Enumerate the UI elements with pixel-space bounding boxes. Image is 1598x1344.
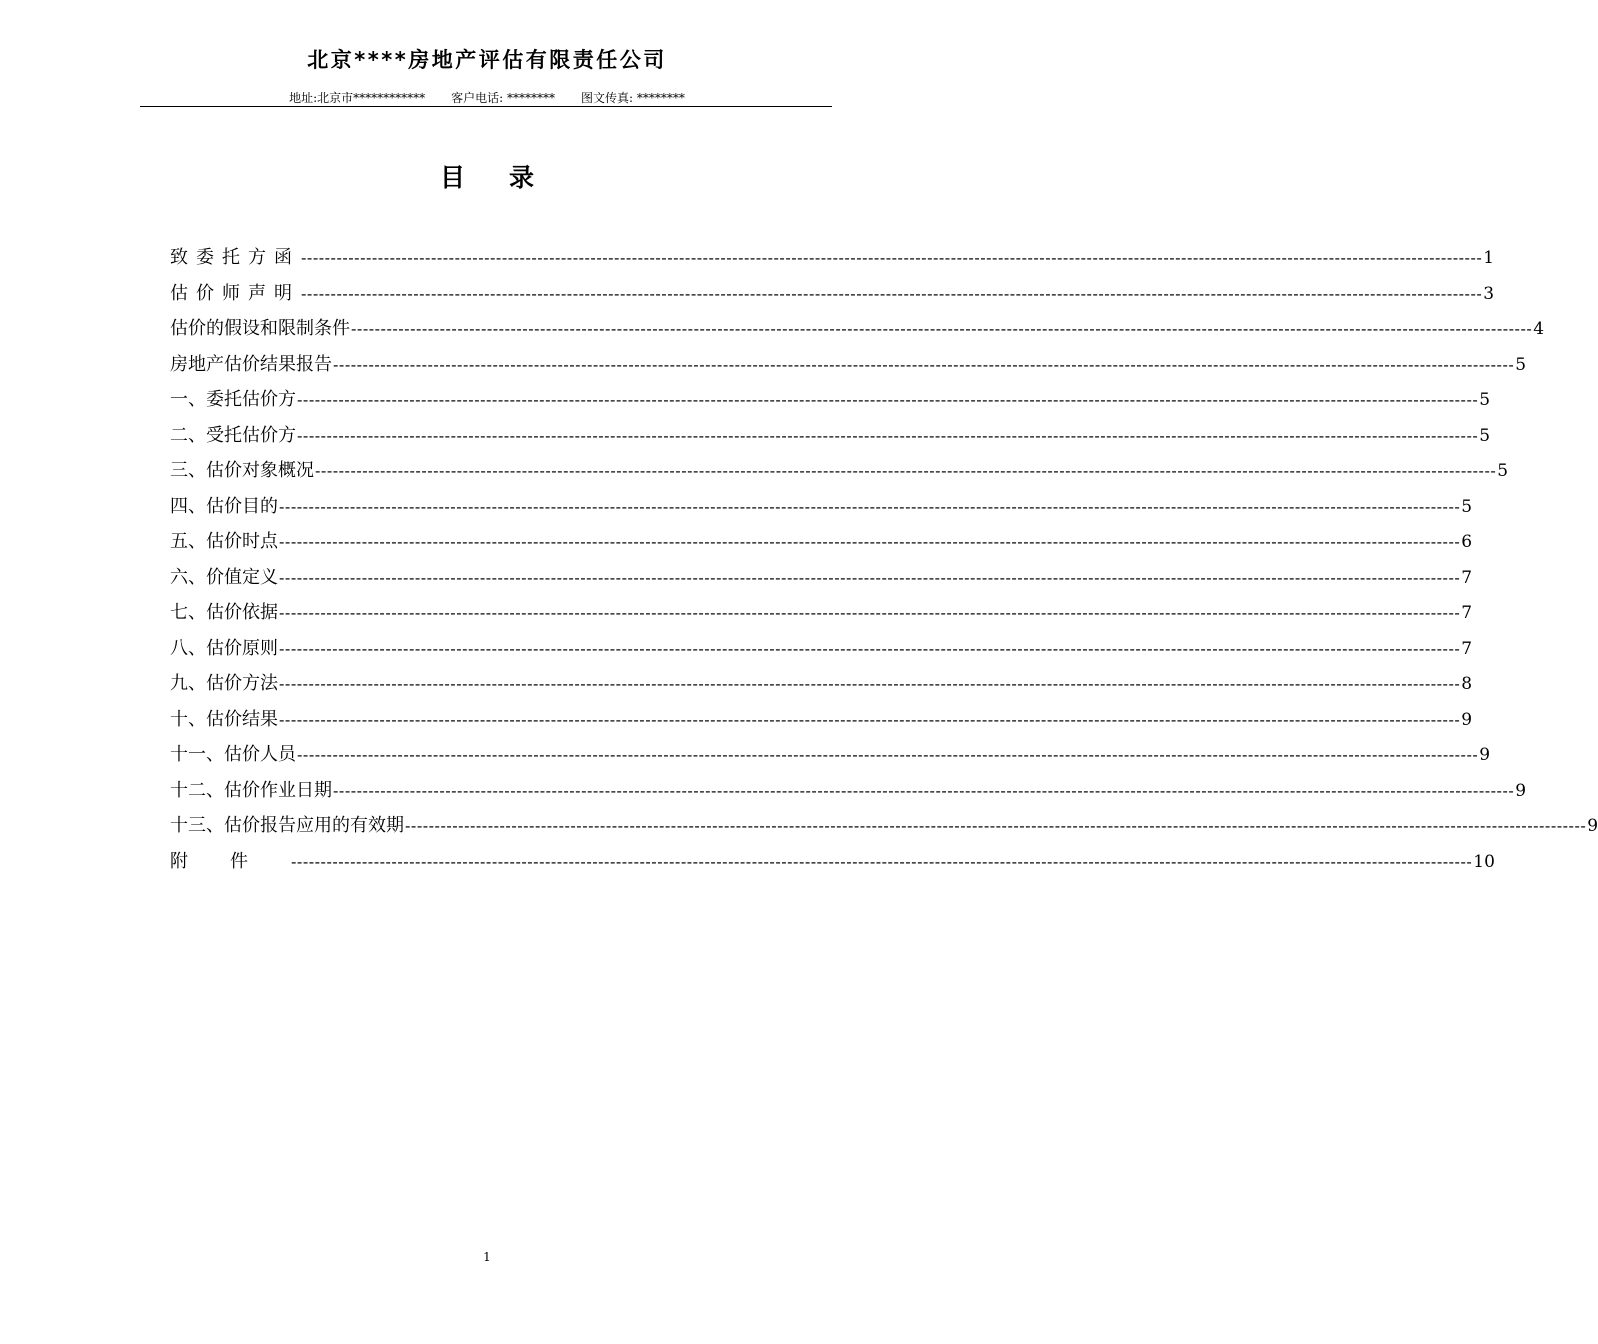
toc-entry-page: 7 <box>1461 638 1473 659</box>
toc-title: 目录 <box>439 163 578 192</box>
toc-entry-label: 十、估价结果 <box>170 708 278 730</box>
toc-entry[interactable] <box>170 311 1545 347</box>
toc-entry-page: 8 <box>1461 674 1473 694</box>
toc-dot-leader: -------------------------------------------------------------------------------------------------------------------------------------------------------------------------------------------------------- <box>333 780 1515 800</box>
toc-entry-page: 9 <box>1515 780 1527 801</box>
toc-entry-label: 三、估价对象概况 <box>170 460 314 481</box>
toc-entry-label: 房地产估价结果报告 <box>170 353 332 375</box>
toc-entry[interactable] <box>170 240 1495 276</box>
table-of-contents <box>170 240 1598 879</box>
toc-entry[interactable] <box>170 737 1491 773</box>
toc-dot-leader: -------------------------------------------------------------------------------------------------------------------------------------------------------------------------------------------------------- <box>333 354 1515 374</box>
toc-entry[interactable] <box>170 666 1473 702</box>
toc-entry-label: 四、估价目的 <box>170 495 278 517</box>
toc-entry[interactable] <box>170 808 1598 844</box>
toc-dot-leader: -------------------------------------------------------------------------------------------------------------------------------------------------------------------------------------------------------- <box>301 283 1483 303</box>
toc-dot-leader: -------------------------------------------------------------------------------------------------------------------------------------------------------------------------------------------------------- <box>279 532 1461 551</box>
page-number: 1 <box>483 1250 491 1264</box>
toc-entry-page: 5 <box>1461 496 1473 517</box>
toc-dot-leader: -------------------------------------------------------------------------------------------------------------------------------------------------------------------------------------------------------- <box>279 709 1461 729</box>
toc-entry[interactable] <box>170 489 1473 525</box>
toc-entry-page: 4 <box>1533 319 1545 339</box>
toc-dot-leader: -------------------------------------------------------------------------------------------------------------------------------------------------------------------------------------------------------- <box>315 461 1497 480</box>
toc-dot-leader: -------------------------------------------------------------------------------------------------------------------------------------------------------------------------------------------------------- <box>291 851 1473 871</box>
toc-dot-leader: -------------------------------------------------------------------------------------------------------------------------------------------------------------------------------------------------------- <box>297 425 1479 445</box>
toc-dot-leader: -------------------------------------------------------------------------------------------------------------------------------------------------------------------------------------------------------- <box>279 638 1461 658</box>
toc-entry[interactable] <box>170 631 1473 667</box>
toc-entry[interactable] <box>170 773 1527 809</box>
toc-entry[interactable] <box>170 560 1473 596</box>
toc-dot-leader: -------------------------------------------------------------------------------------------------------------------------------------------------------------------------------------------------------- <box>279 674 1461 693</box>
toc-dot-leader: -------------------------------------------------------------------------------------------------------------------------------------------------------------------------------------------------------- <box>279 603 1461 622</box>
company-name: 北京****房地产评估有限责任公司 <box>307 48 667 72</box>
toc-entry-page: 1 <box>1483 248 1495 268</box>
toc-entry-page: 10 <box>1473 851 1495 872</box>
toc-entry[interactable] <box>170 382 1491 418</box>
toc-entry-label: 十一、估价人员 <box>170 744 296 765</box>
toc-entry-page: 7 <box>1461 567 1473 588</box>
toc-entry[interactable] <box>170 702 1473 738</box>
toc-entry-page: 5 <box>1497 461 1509 481</box>
toc-entry-label: 六、价值定义 <box>170 566 278 588</box>
toc-entry[interactable] <box>170 418 1491 454</box>
toc-entry-label: 十三、估价报告应用的有效期 <box>170 815 404 836</box>
toc-entry-page: 6 <box>1461 532 1473 552</box>
toc-entry-label: 估价师声明 <box>170 282 300 304</box>
header-divider <box>140 106 832 107</box>
toc-dot-leader: -------------------------------------------------------------------------------------------------------------------------------------------------------------------------------------------------------- <box>351 319 1533 338</box>
toc-entry-label: 附件 <box>170 850 290 872</box>
contact-line <box>0 89 974 106</box>
toc-dot-leader: -------------------------------------------------------------------------------------------------------------------------------------------------------------------------------------------------------- <box>301 248 1483 267</box>
toc-dot-leader: -------------------------------------------------------------------------------------------------------------------------------------------------------------------------------------------------------- <box>405 816 1587 835</box>
toc-entry-label: 八、估价原则 <box>170 637 278 659</box>
toc-entry[interactable] <box>170 453 1509 489</box>
toc-entry-label: 估价的假设和限制条件 <box>170 318 350 339</box>
toc-entry[interactable] <box>170 524 1473 560</box>
toc-entry-label: 一、委托估价方 <box>170 389 296 410</box>
toc-entry[interactable] <box>170 347 1527 383</box>
toc-entry-page: 3 <box>1483 283 1495 304</box>
toc-dot-leader: -------------------------------------------------------------------------------------------------------------------------------------------------------------------------------------------------------- <box>297 745 1479 764</box>
fax-text: 图文传真: ******** <box>581 91 685 105</box>
toc-entry-page: 7 <box>1461 603 1473 623</box>
toc-entry-page: 9 <box>1587 816 1598 836</box>
toc-entry-page: 9 <box>1479 745 1491 765</box>
toc-entry-label: 七、估价依据 <box>170 602 278 623</box>
toc-entry-label: 九、估价方法 <box>170 673 278 694</box>
toc-entry[interactable] <box>170 844 1495 880</box>
toc-entry[interactable] <box>170 276 1495 312</box>
toc-entry-page: 5 <box>1479 390 1491 410</box>
phone-text: 客户电话: ******** <box>451 91 556 105</box>
toc-entry-page: 9 <box>1461 709 1473 730</box>
toc-entry-label: 五、估价时点 <box>170 531 278 552</box>
toc-dot-leader: -------------------------------------------------------------------------------------------------------------------------------------------------------------------------------------------------------- <box>279 567 1461 587</box>
toc-entry-page: 5 <box>1515 354 1527 375</box>
toc-entry-label: 致委托方函 <box>170 247 300 268</box>
toc-dot-leader: -------------------------------------------------------------------------------------------------------------------------------------------------------------------------------------------------------- <box>279 496 1461 516</box>
address-text: 地址:北京市************ <box>289 91 426 105</box>
toc-entry-page: 5 <box>1479 425 1491 446</box>
toc-entry-label: 二、受托估价方 <box>170 424 296 446</box>
toc-entry[interactable] <box>170 595 1473 631</box>
toc-dot-leader: -------------------------------------------------------------------------------------------------------------------------------------------------------------------------------------------------------- <box>297 390 1479 409</box>
toc-entry-label: 十二、估价作业日期 <box>170 779 332 801</box>
